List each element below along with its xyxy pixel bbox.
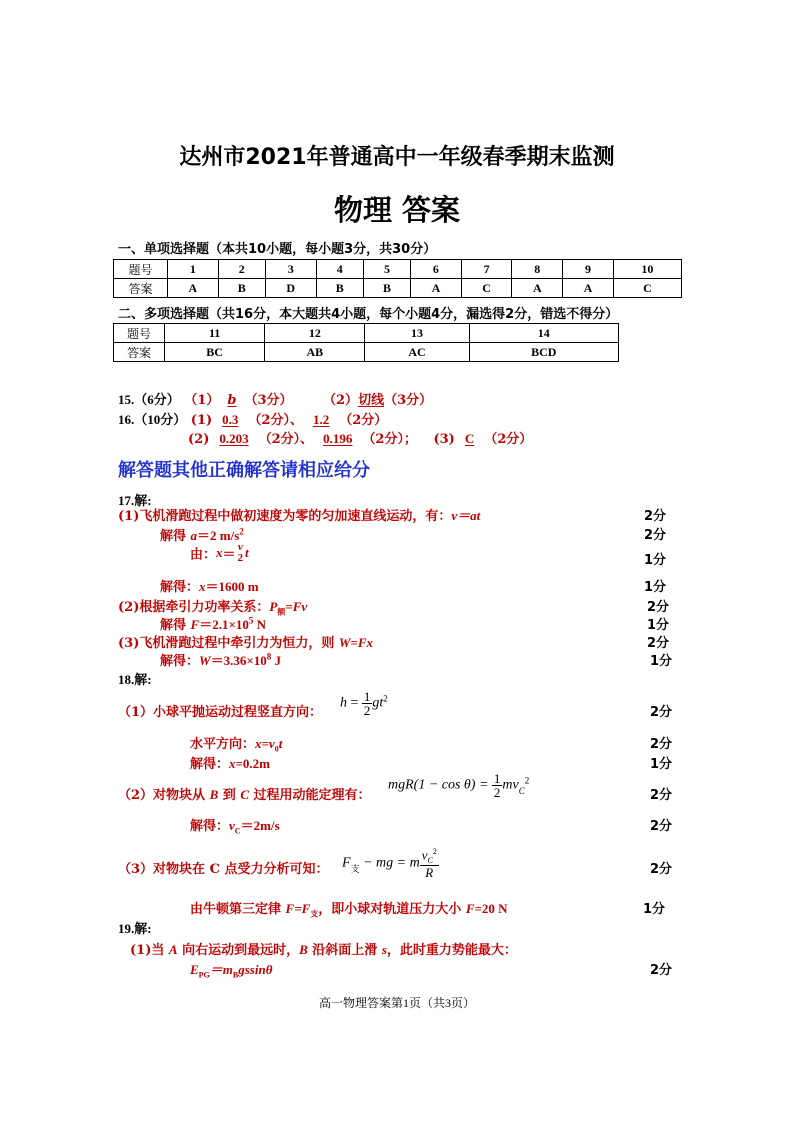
q18-line7-mid: ，即小球对轨道压力大小: [318, 902, 466, 917]
q18-line4-pre: （2）对物块从: [118, 788, 210, 803]
q19-heading: 19.解:: [118, 921, 152, 936]
q18-eq3-den: R: [425, 864, 434, 880]
q17-line5-text: (2)根据牵引力功率关系：: [118, 600, 270, 615]
q17-line8-var: W: [199, 653, 211, 668]
q18-line7-sub: 支: [310, 908, 319, 919]
q17-line3-eq: ＝: [222, 546, 236, 562]
q17-line6-label: 解得: [160, 618, 191, 633]
q19-line1-post: ，此时重力势能最大：: [386, 943, 517, 958]
q18-eq1-exp: 2: [383, 693, 388, 704]
q15-answer2: 切线: [358, 393, 385, 408]
q18-equation1: h = $\frac{1}{2}$ $gt^2$: [340, 689, 388, 718]
q15-score1: （3分）: [244, 393, 293, 408]
q18-score-6: 2分: [650, 862, 673, 877]
q18-score-3: 1分: [650, 757, 673, 772]
q18-eq1-num: 1: [363, 689, 371, 704]
q15-part2: （2）: [323, 393, 359, 408]
q17-line5-formula: =Fv: [285, 599, 308, 614]
q17-line8-label: 解得：: [160, 654, 200, 669]
q18-line7: [190, 898, 508, 920]
answer-cell: AC: [365, 343, 469, 362]
q15-answer1: b: [227, 393, 237, 408]
q16-part1: (1): [190, 413, 213, 428]
q18-line2-label: 水平方向：: [190, 737, 256, 752]
q17-score-4: 1分: [644, 580, 667, 595]
q18-score-4: 2分: [650, 788, 673, 803]
q17-score-2: 2分: [644, 528, 667, 543]
question-number-cell: 14: [469, 324, 618, 343]
page-footer: 高一物理答案第1页（共3页）: [318, 996, 475, 1010]
q18-line5-var: v: [229, 818, 235, 833]
q18-line4: [118, 784, 371, 803]
q18-line3-value: =0.2m: [235, 756, 271, 771]
question-number-cell: 2: [218, 260, 265, 279]
q18-eq2-sub: C: [518, 786, 525, 797]
q18-line7-pre: 由牛顿第三定律: [190, 902, 286, 917]
q15-score2: （3分）: [384, 393, 433, 408]
q17-line6-value: ＝2.1×10: [199, 617, 249, 632]
q16-line1: [118, 409, 387, 428]
question-number-cell: 5: [363, 260, 410, 279]
table-row: [114, 324, 619, 343]
section1-heading: 一、单项选择题（本共10小题，每小题3分，共30分）: [118, 242, 437, 257]
q18-line7-formula: F=F: [285, 901, 311, 916]
q17-line6-unit: N: [253, 617, 267, 632]
question-number-cell: 12: [265, 324, 365, 343]
q18-line5-label: 解得：: [190, 819, 230, 834]
q17-line1-formula: v＝at: [451, 508, 481, 523]
q17-line3: [190, 542, 249, 564]
q17-line5-p: P: [269, 599, 278, 614]
row-label-answer: 答案: [114, 279, 168, 298]
q19-line1-A: A: [168, 942, 178, 957]
q18-line3-var: x: [229, 756, 236, 771]
single-choice-answer-table: [113, 259, 682, 298]
q18-score-2: 2分: [650, 737, 673, 752]
q18-line5-sub: C: [234, 826, 241, 836]
q17-line3-fraction: [236, 542, 246, 564]
q17-line3-num: v: [237, 541, 243, 553]
page-subtitle: 物理 答案: [333, 193, 461, 227]
q17-line3-den: 2: [237, 552, 244, 564]
q17-score-3: 1分: [644, 553, 667, 568]
answer-cell: B: [363, 279, 410, 298]
q17-line5-sub: 额: [277, 606, 286, 617]
q18-line1: （1）小球平抛运动过程竖直方向：: [118, 705, 323, 720]
q18-eq2-lhs: mgR(1 − cos θ) =: [388, 777, 492, 793]
q19-line1-mid1: 向右运动到最远时，: [177, 943, 300, 958]
question-number-cell: 13: [365, 324, 469, 343]
q16-part3: (3): [433, 432, 455, 447]
q17-line1-text: (1)飞机滑跑过程中做初速度为零的匀加速直线运动，有：: [118, 509, 452, 524]
q16-score2: （2分）: [339, 413, 388, 428]
q19-score-1: 2分: [650, 963, 673, 978]
question-number-cell: 4: [316, 260, 363, 279]
multi-choice-answer-table: [113, 323, 619, 362]
q16-line2: [188, 428, 532, 447]
q18-eq3-fraction: [420, 848, 439, 879]
q17-line4-value: ＝1600 m: [205, 579, 259, 594]
q18-line4-B: B: [209, 787, 219, 802]
q18-line4-mid: 到: [218, 788, 241, 803]
row-label-number: 题号: [114, 260, 168, 279]
question-number-cell: 1: [168, 260, 219, 279]
q18-line3-label: 解得：: [190, 757, 230, 772]
question-number-cell: 6: [411, 260, 462, 279]
q17-line3-label: 由：: [190, 547, 217, 563]
answer-cell: A: [411, 279, 462, 298]
q19-line1-mid2: 沿斜面上滑: [307, 943, 382, 958]
q17-line7-text: (3)飞机滑跑过程中牵引力为恒力，则: [118, 636, 339, 651]
q18-eq3-num-exp: 2: [432, 847, 437, 856]
question-number-cell: 11: [165, 324, 265, 343]
q18-eq3-mid: − mg = m: [359, 855, 420, 871]
q16-answer4: 0.196: [323, 431, 353, 446]
q18-line4-C: C: [240, 787, 249, 802]
q18-eq1-den: 2: [363, 703, 371, 718]
q18-line5: [190, 815, 280, 836]
answer-cell: BC: [165, 343, 265, 362]
question-number-cell: 9: [563, 260, 614, 279]
grading-notice: 解答题其他正确解答请相应给分: [118, 460, 370, 481]
row-label-number: 题号: [114, 324, 165, 343]
q18-line3: [190, 753, 270, 772]
q17-line2-exp: 2: [239, 526, 244, 537]
q17-line8-value: ＝3.36×10: [210, 653, 267, 668]
table-row: [114, 343, 619, 362]
q18-eq3-sub: 支: [350, 864, 360, 875]
q17-heading: 17.解:: [118, 493, 152, 508]
row-label-answer: 答案: [114, 343, 165, 362]
answer-cell: AB: [265, 343, 365, 362]
q15-number: 15.（6分）: [118, 392, 180, 407]
q19-line2-sub2: B: [232, 970, 239, 980]
q17-line1: [118, 505, 480, 524]
question-number-cell: 7: [461, 260, 512, 279]
q15-part1: （1）: [184, 393, 220, 408]
page-title: 达州市2021年普通高中一年级春季期末监测: [179, 145, 615, 170]
q18-line5-value: ＝2m/s: [240, 818, 280, 833]
q16-answer3: 0.203: [219, 431, 249, 446]
q18-eq3-num-sub: C: [427, 855, 433, 865]
q16-answer2: 1.2: [312, 412, 330, 427]
q18-equation3: [342, 848, 439, 879]
q17-line3-x: x: [216, 545, 223, 560]
q18-eq1-lhs: h: [340, 695, 347, 711]
q17-score-8: 1分: [650, 654, 673, 669]
q17-line3-t: t: [245, 545, 249, 560]
question-number-cell: 10: [613, 260, 681, 279]
q19-line1-B: B: [299, 942, 308, 957]
table-row: [114, 260, 682, 279]
q17-line6: [160, 614, 266, 633]
q18-line2: [190, 733, 282, 754]
question-number-cell: 8: [512, 260, 563, 279]
q17-line2-var: a: [190, 528, 198, 543]
q19-line2-sub: PG: [198, 970, 210, 980]
q19-line1-pre: (1)当: [130, 943, 169, 958]
answer-cell: A: [563, 279, 614, 298]
q18-score-5: 2分: [650, 819, 673, 834]
q18-line2-t: t: [278, 736, 283, 751]
question-number-cell: 3: [265, 260, 316, 279]
answer-cell: B: [218, 279, 265, 298]
answer-cell: C: [613, 279, 681, 298]
q17-line4: [160, 576, 259, 595]
answer-cell: B: [316, 279, 363, 298]
q17-line7-formula: W=Fx: [338, 635, 374, 650]
section2-heading: 二、多项选择题（共16分，本大题共4小题，每个小题4分，漏选得2分，错选不得分）: [118, 307, 619, 322]
q18-line4-post: 过程用动能定理有：: [248, 788, 371, 803]
q18-eq2-num: 1: [493, 771, 501, 786]
q16-answer5: C: [464, 431, 475, 446]
q18-eq3-lhs: F: [342, 855, 351, 871]
q18-eq2-fraction: [492, 772, 503, 799]
q18-eq1-rhs: gt: [372, 695, 384, 711]
answer-cell: D: [265, 279, 316, 298]
q17-score-5: 2分: [647, 600, 670, 615]
q17-score-1: 2分: [644, 509, 667, 524]
q17-score-6: 1分: [647, 618, 670, 633]
q18-eq2-exp: 2: [524, 775, 530, 786]
q18-line6: （3）对物块在 C 点受力分析可知：: [118, 862, 329, 877]
q18-eq3-num: v: [421, 847, 428, 863]
q17-line2-label: 解得: [160, 529, 191, 544]
q18-line7-value: =20 N: [474, 901, 508, 916]
q17-line6-var: F: [190, 617, 200, 632]
q17-line2-value: ＝2 m/s: [197, 528, 240, 543]
table-row: [114, 279, 682, 298]
q19-line2: [190, 959, 272, 980]
q19-line2-E: E: [190, 962, 199, 977]
q19-line1: [130, 939, 517, 958]
q15-line: [118, 389, 432, 408]
q18-score-1: 2分: [650, 705, 673, 720]
q19-line2-eq: ＝m: [209, 962, 233, 977]
answer-cell: A: [512, 279, 563, 298]
q17-line4-var: x: [199, 579, 206, 594]
q16-score1: （2分）、: [248, 413, 303, 428]
q16-part2: (2): [188, 432, 210, 447]
q16-score4: （2分）；: [362, 432, 417, 447]
q18-line7-F: F: [465, 901, 475, 916]
answer-cell: C: [461, 279, 512, 298]
q17-line8: [160, 650, 281, 669]
q18-line2-sub: 0: [274, 744, 279, 754]
q17-line7: [118, 632, 373, 651]
q16-score3: （2分）、: [258, 432, 314, 447]
q19-line2-rest: gssin: [238, 962, 266, 977]
q18-score-7: 1分: [643, 902, 666, 917]
answer-cell: A: [168, 279, 219, 298]
q18-equation2: [388, 772, 529, 799]
q17-line8-exp: 8: [266, 651, 272, 662]
q16-score5: （2分）: [484, 432, 533, 447]
answer-cell: BCD: [469, 343, 618, 362]
q19-line1-s: s: [381, 942, 387, 957]
q17-score-7: 2分: [647, 636, 670, 651]
q18-eq2-rhs: mv: [502, 777, 519, 793]
q18-line2-formula: x=v: [255, 736, 275, 751]
q16-number: 16.（10分）: [118, 412, 187, 427]
q17-line8-unit: J: [271, 653, 281, 668]
q19-line2-theta: θ: [265, 962, 273, 977]
q18-eq2-den: 2: [493, 785, 501, 800]
q16-answer1: 0.3: [222, 412, 239, 427]
q18-eq1-fraction: [362, 690, 373, 717]
q17-line4-label: 解得：: [160, 580, 200, 595]
q18-eq3-numerator: [420, 848, 439, 866]
q17-line6-exp: 5: [248, 615, 254, 626]
q18-heading: 18.解:: [118, 672, 152, 687]
